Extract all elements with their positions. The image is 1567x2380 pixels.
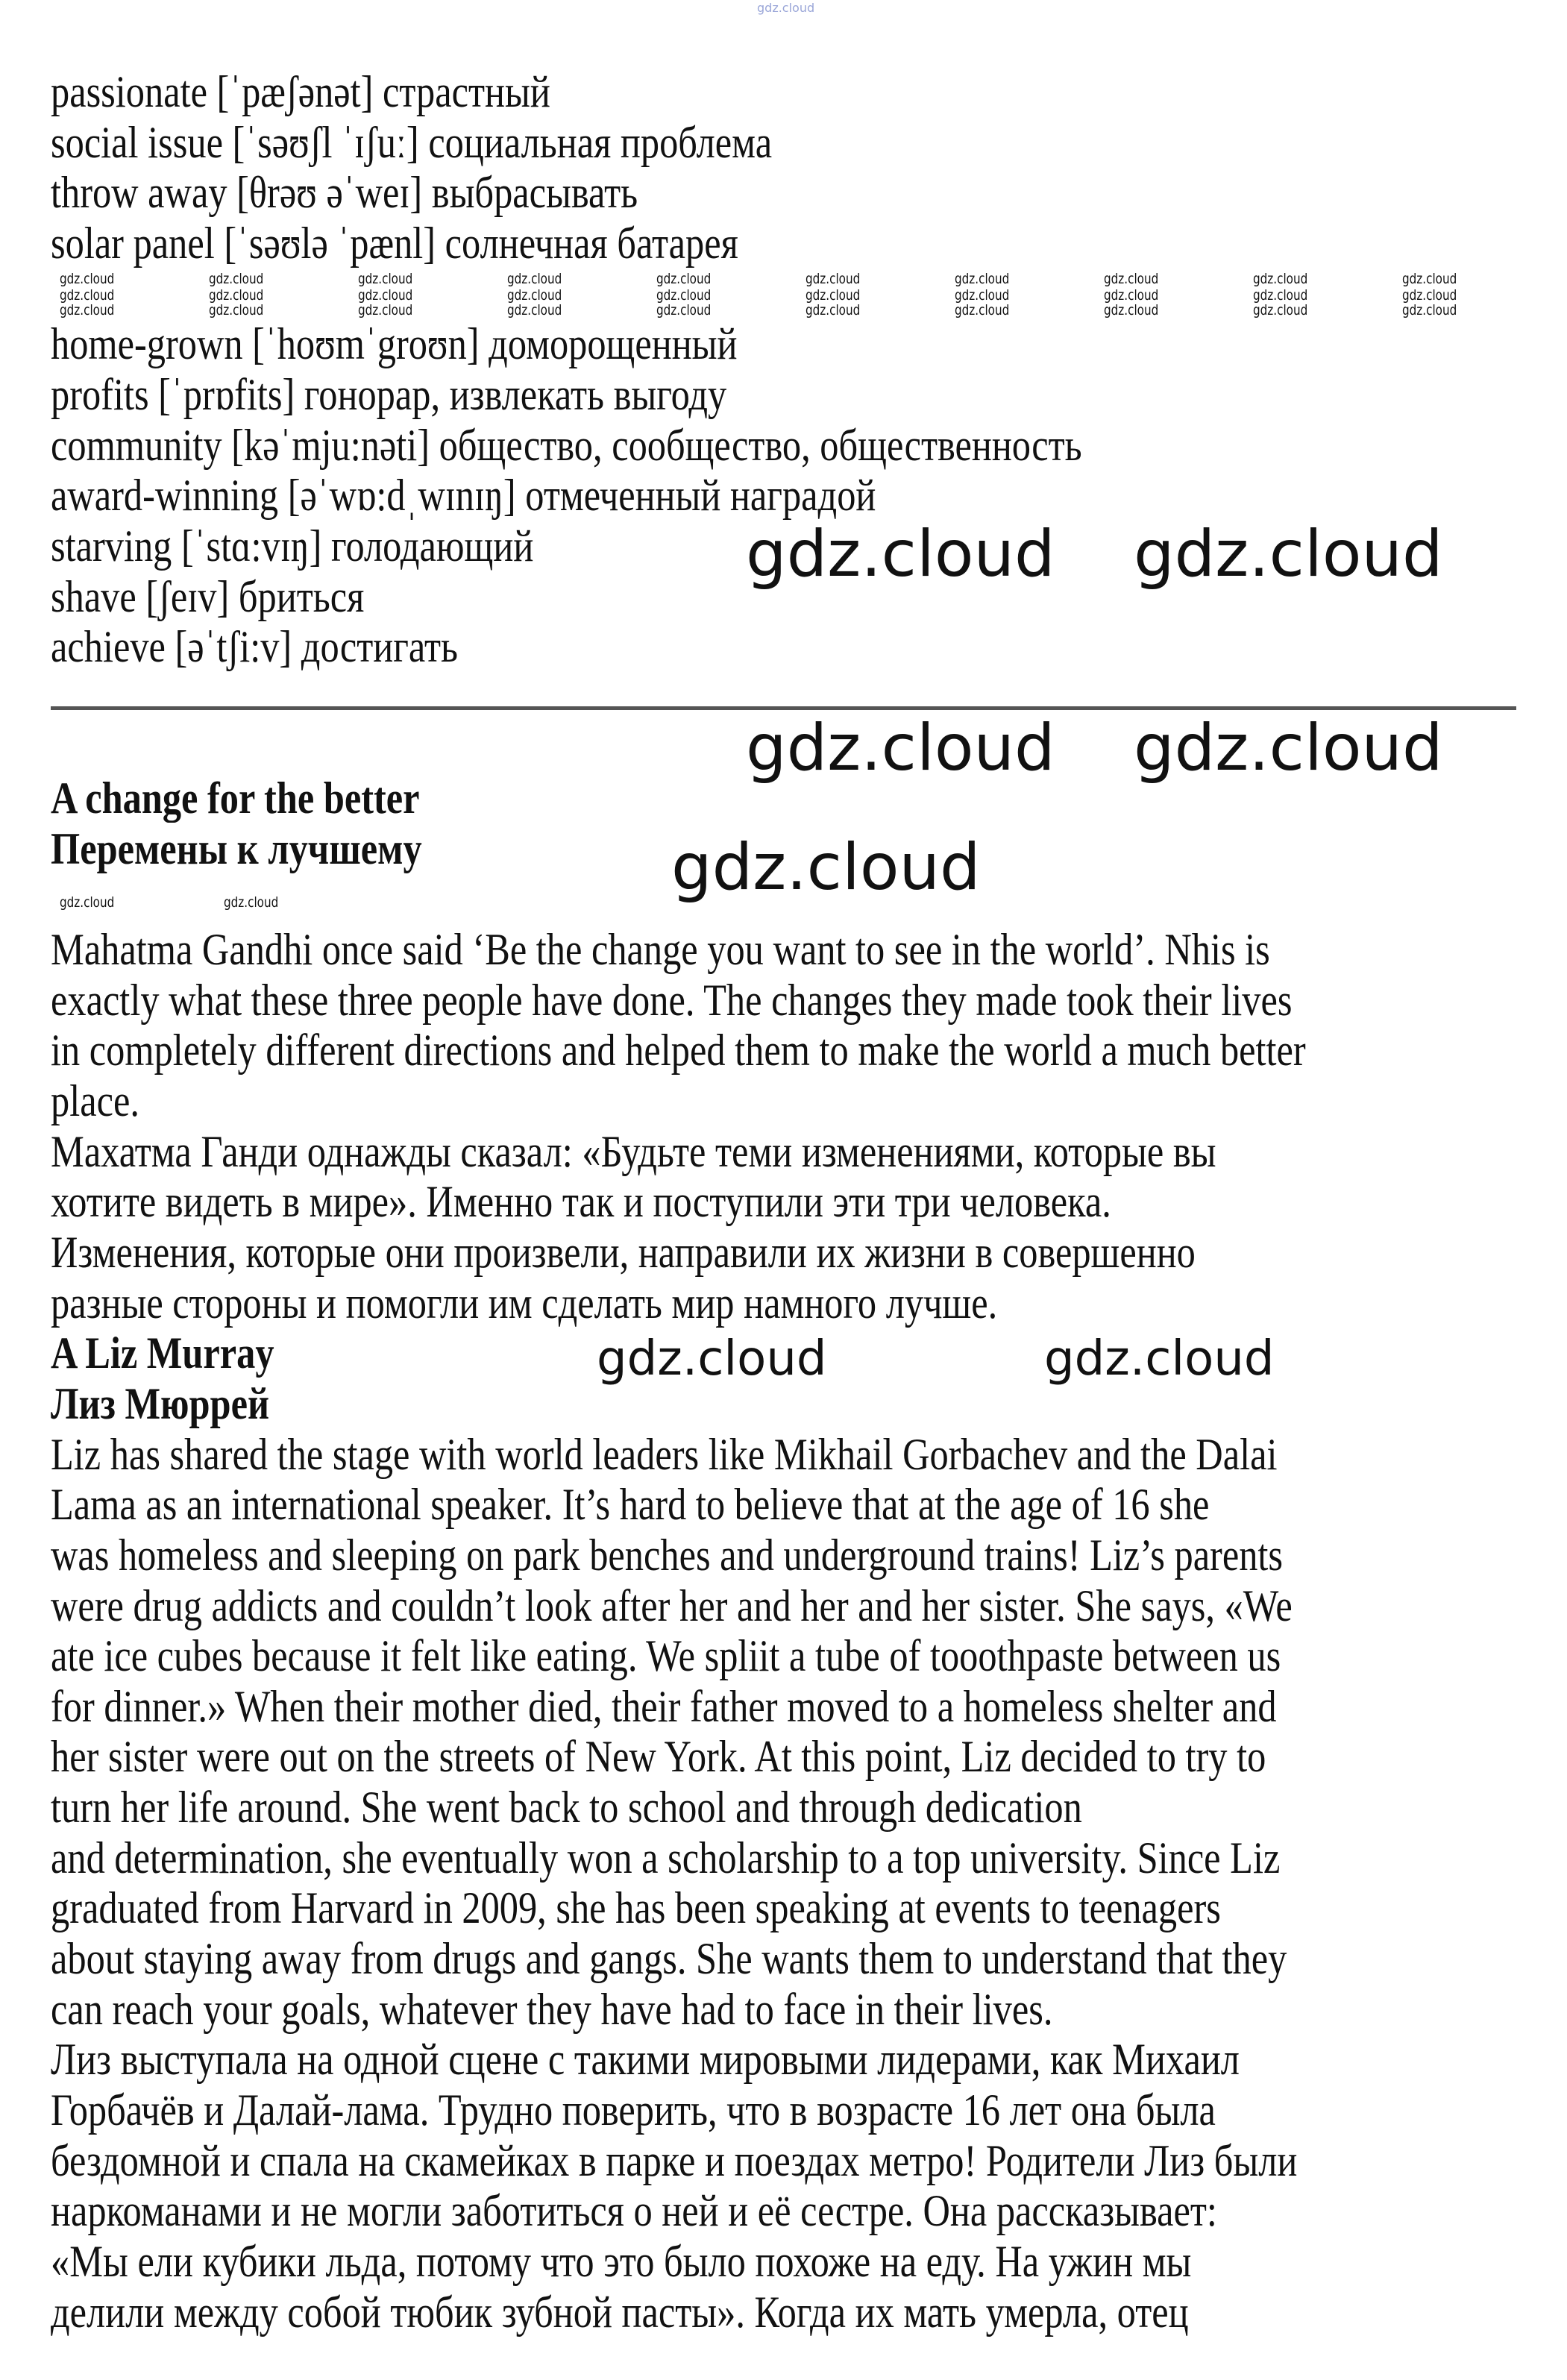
intro-en-line: exactly what these three people have done. The changes they made took their lives [51,975,1293,1025]
vocabulary-entry: throw away [θrəʊ əˈweɪ] выбрасывать [51,168,638,218]
body-en-line: turn her life around. She went back to school and through dedication [51,1783,1082,1833]
watermark: gdz.cloud [806,271,861,287]
body-en-line: Lama as an international speaker. It’s hard to believe that at the age of 16 she [51,1480,1210,1530]
body-en-line: can reach your goals, whatever they have had to face in their lives. [51,1984,1053,2034]
vocabulary-entry: profits [ˈprɒfits] гонорар, извлекать выгоду [51,369,727,419]
watermark: gdz.cloud [209,302,264,318]
watermark: gdz.cloud [358,287,413,304]
watermark: gdz.cloud [507,287,562,304]
vocabulary-entry: achieve [əˈtʃi:v] достигать [51,622,459,672]
watermark: gdz.cloud [507,302,562,318]
watermark: gdz.cloud [358,302,413,318]
vocabulary-entry: social issue [ˈsəʊʃl ˈɪʃuː] социальная проблема [51,117,773,167]
watermark: gdz.cloud [955,302,1010,318]
watermark: gdz.cloud [671,830,981,905]
watermark: gdz.cloud [224,894,279,911]
intro-en-line: Mahatma Gandhi once said ‘Be the change you want to see in the world’. Nhis is [51,925,1270,975]
section-heading-en: A Liz Murray [51,1328,274,1378]
vocabulary-entry: passionate [ˈpæʃənət] страстный [51,67,550,116]
watermark: gdz.cloud [1253,271,1308,287]
watermark: gdz.cloud [746,517,1055,591]
intro-ru-line: разные стороны и помогли им сделать мир намного лучше. [51,1278,998,1328]
watermark: gdz.cloud [656,302,712,318]
body-en-line: Liz has shared the stage with world leaders like Mikhail Gorbachev and the Dalai [51,1429,1278,1479]
watermark: gdz.cloud [209,287,264,304]
watermark: gdz.cloud [955,287,1010,304]
watermark: gdz.cloud [656,271,712,287]
body-ru-line: Горбачёв и Далай-лама. Трудно поверить, что в возрасте 16 лет она была [51,2085,1216,2135]
watermark: gdz.cloud [1253,302,1308,318]
intro-en-line: place. [51,1076,139,1125]
watermark: gdz.cloud [1402,302,1457,318]
body-en-line: graduated from Harvard in 2009, she has been speaking at events to teenagers [51,1883,1221,1933]
article-title-en: A change for the better [51,773,420,823]
watermark: gdz.cloud [60,894,115,911]
watermark: gdz.cloud [1134,711,1443,785]
watermark: gdz.cloud [757,1,815,15]
watermark: gdz.cloud [1104,287,1159,304]
vocabulary-entry: solar panel [ˈsəʊlə ˈpænl] солнечная батарея [51,218,738,268]
watermark: gdz.cloud [656,287,712,304]
watermark: gdz.cloud [1104,271,1159,287]
vocabulary-entry: home-grown [ˈhoʊmˈgroʊn] доморощенный [51,319,738,369]
section-heading-ru: Лиз Мюррей [51,1378,270,1428]
watermark: gdz.cloud [209,271,264,287]
vocabulary-entry: community [kəˈmju:nəti] общество, сообщество, общественность [51,420,1082,470]
watermark: gdz.cloud [1253,287,1308,304]
body-en-line: was homeless and sleeping on park benches and underground trains! Liz’s parents [51,1530,1284,1580]
intro-ru-line: хотите видеть в мире». Именно так и поступили эти три человека. [51,1177,1111,1227]
body-ru-line: делили между собой тюбик зубной пасты». Когда их мать умерла, отец [51,2287,1189,2337]
watermark: gdz.cloud [60,302,115,318]
intro-ru-line: Изменения, которые они произвели, направили их жизни в совершенно [51,1227,1196,1277]
watermark: gdz.cloud [955,271,1010,287]
body-en-line: were drug addicts and couldn’t look after her and her and her sister. She says, «We [51,1580,1293,1630]
vocabulary-entry: shave [ʃeɪv] бриться [51,571,365,621]
body-en-line: ate ice cubes because it felt like eating. We spliit a tube of tooothpaste between us [51,1631,1281,1681]
watermark: gdz.cloud [507,271,562,287]
watermark: gdz.cloud [1402,271,1457,287]
section-divider [51,706,1516,710]
watermark: gdz.cloud [597,1331,827,1387]
vocabulary-entry: award-winning [əˈwɒ:dˌwɪnɪŋ] отмеченный наградой [51,471,876,521]
article-title-ru: Перемены к лучшему [51,823,422,873]
body-en-line: and determination, she eventually won a scholarship to a top university. Since Liz [51,1833,1281,1883]
watermark: gdz.cloud [746,711,1055,785]
watermark: gdz.cloud [806,302,861,318]
watermark: gdz.cloud [1402,287,1457,304]
body-ru-line: Лиз выступала на одной сцене с такими мировыми лидерами, как Михаил [51,2035,1240,2085]
body-ru-line: наркоманами и не могли заботиться о ней и её сестре. Она рассказывает: [51,2186,1217,2236]
watermark: gdz.cloud [1134,517,1443,591]
vocabulary-entry: starving [ˈstɑ:vɪŋ] голодающий [51,521,534,571]
body-en-line: her sister were out on the streets of New York. At this point, Liz decided to try to [51,1732,1266,1782]
watermark: gdz.cloud [60,287,115,304]
watermark: gdz.cloud [358,271,413,287]
body-en-line: for dinner.» When their mother died, their father moved to a homeless shelter and [51,1681,1277,1731]
watermark: gdz.cloud [60,271,115,287]
body-ru-line: бездомной и спала на скамейках в парке и поездах метро! Родители Лиз были [51,2135,1298,2185]
intro-en-line: in completely different directions and helped them to make the world a much better [51,1026,1306,1076]
body-en-line: about staying away from drugs and gangs. She wants them to understand that they [51,1934,1287,1984]
watermark: gdz.cloud [806,287,861,304]
watermark: gdz.cloud [1104,302,1159,318]
intro-ru-line: Махатма Ганди однажды сказал: «Будьте теми изменениями, которые вы [51,1126,1216,1176]
body-ru-line: «Мы ели кубики льда, потому что это было похоже на еду. На ужин мы [51,2236,1192,2286]
watermark: gdz.cloud [1044,1331,1275,1387]
